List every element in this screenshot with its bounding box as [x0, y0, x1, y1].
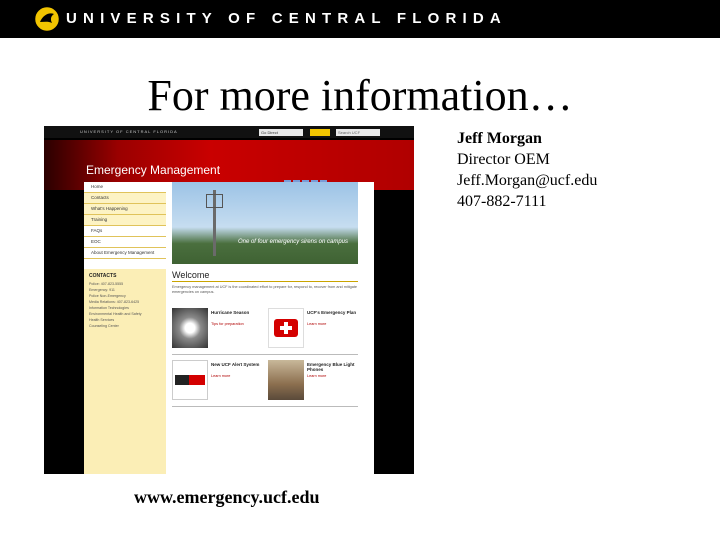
site-page-title: Emergency Management [86, 163, 221, 177]
contact-role: Director OEM [457, 151, 550, 168]
card-link[interactable]: Learn more [211, 374, 231, 378]
site-topbar-university: UNIVERSITY OF CENTRAL FLORIDA [80, 129, 178, 134]
nav-item-training[interactable]: Training [84, 215, 166, 226]
contact-line: Counseling Center [89, 324, 119, 328]
contact-block [457, 128, 597, 212]
card-title: New UCF Alert System [211, 362, 260, 367]
nav-item-contacts[interactable]: Contacts [84, 193, 166, 204]
contact-line: Media Relations: 407-823-6425 [89, 300, 140, 304]
site-topbar [44, 126, 414, 138]
contact-line: Police: 407-823-5555 [89, 282, 124, 286]
nav-item-home[interactable]: Home [84, 182, 166, 193]
site-search-input[interactable]: Search UCF [336, 129, 380, 136]
card-emergency-plan[interactable] [268, 308, 358, 352]
contact-line: Police Non-Emergency [89, 294, 126, 298]
first-aid-kit-icon [269, 309, 303, 347]
welcome-heading: Welcome [172, 270, 210, 280]
siren-banner-image [172, 182, 358, 264]
university-name: UNIVERSITY OF CENTRAL FLORIDA [66, 10, 507, 27]
card-link[interactable]: Learn more [307, 374, 327, 378]
card-title: Hurricane Season [211, 310, 250, 315]
go-button[interactable] [310, 129, 330, 136]
site-tool-icons [284, 172, 374, 178]
ucf-header-bar [0, 0, 720, 38]
card-link[interactable]: Tips for preparation [211, 322, 244, 326]
blue-light-phone-image [268, 360, 304, 400]
contact-line: Environmental Health and Safety [89, 312, 142, 316]
nav-item-eoc[interactable]: EOC [84, 237, 166, 248]
ucf-alert-icon [173, 361, 207, 399]
contact-name: Jeff Morgan [457, 130, 542, 147]
website-screenshot [44, 126, 414, 474]
card-hurricane[interactable] [172, 308, 262, 352]
first-aid-image [268, 308, 304, 348]
card-blue-light[interactable] [268, 360, 358, 404]
card-title: UCF's Emergency Plan [307, 310, 357, 315]
welcome-text: Emergency management at UCF is the coordinated effort to prepare for, respond to, recover from and mitigate emergencies on campus. [172, 285, 358, 294]
nav-item-about[interactable]: About Emergency Management [84, 248, 166, 259]
card-link[interactable]: Learn more [307, 322, 327, 326]
nav-item-faqs[interactable]: FAQs [84, 226, 166, 237]
emergency-website-link[interactable]: www.emergency.ucf.edu [134, 487, 320, 507]
contact-phone: 407-882-7111 [457, 193, 547, 210]
contacts-heading: CONTACTS [89, 273, 117, 279]
card-divider [172, 406, 358, 407]
contact-line: Health Services [89, 318, 115, 322]
slide-title: For more information… [147, 71, 573, 120]
card-ucf-alert[interactable] [172, 360, 262, 404]
ucf-alert-logo [172, 360, 208, 400]
nav-item-whats-happening[interactable]: What's Happening [84, 204, 166, 215]
banner-caption: One of four emergency sirens on campus [237, 239, 348, 245]
card-divider [172, 354, 358, 355]
contact-line: Information Technologies [89, 306, 129, 310]
contacts-panel [84, 269, 166, 474]
site-page-body [84, 182, 374, 474]
contact-line: Emergency: 911 [89, 288, 115, 292]
welcome-divider [172, 281, 358, 282]
go-direct-select[interactable]: Go Direct [259, 129, 303, 136]
pegasus-logo-icon [34, 6, 60, 32]
contact-email[interactable]: Jeff.Morgan@ucf.edu [457, 172, 598, 189]
hurricane-image [172, 308, 208, 348]
card-title: Emergency Blue Light Phones [307, 362, 355, 372]
site-sidenav [84, 182, 166, 259]
siren-head [206, 194, 223, 208]
